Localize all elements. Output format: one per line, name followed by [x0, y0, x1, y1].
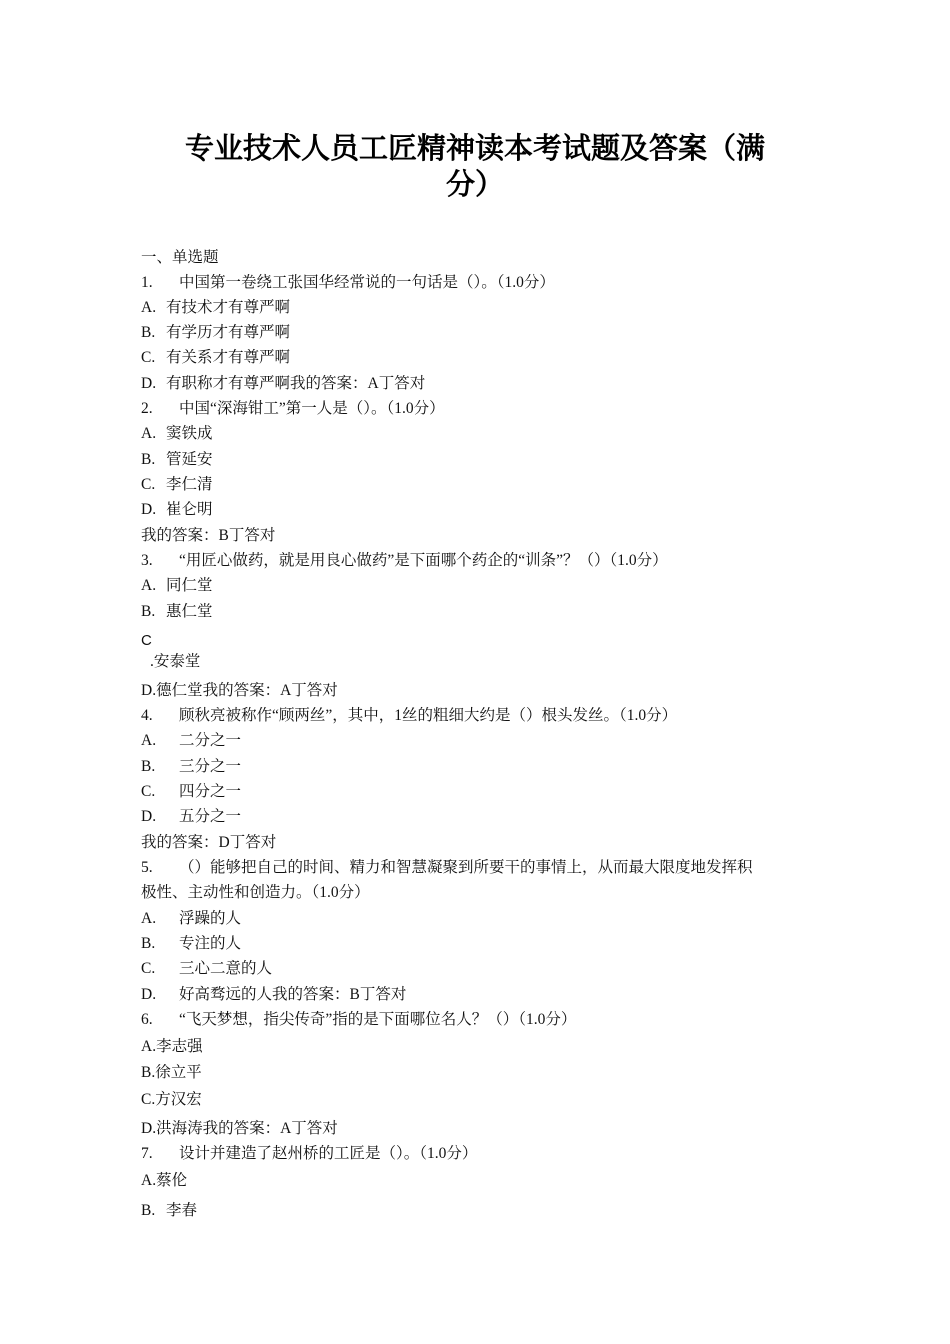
option-text: 李仁清: [166, 476, 213, 493]
option-text: 惠仁堂: [166, 603, 213, 620]
option-letter: A.: [141, 732, 157, 749]
option-letter: B.: [141, 451, 156, 468]
q5-option-b: [141, 934, 241, 954]
option-letter: B.: [141, 603, 156, 620]
question-number: 1.: [141, 274, 153, 291]
option-letter: A.: [141, 910, 157, 927]
option-letter: C.: [141, 476, 156, 493]
q3-option-b: [141, 602, 213, 622]
q4-option-d: [141, 807, 241, 827]
q1-option-a: [141, 298, 290, 318]
q3-option-d: D.德仁堂我的答案：A丁答对: [141, 682, 338, 699]
question-number: 3.: [141, 552, 153, 569]
title-line-2: 分）: [445, 167, 504, 201]
q3-option-c-letter: C: [141, 632, 152, 649]
option-text: 二分之一: [179, 732, 242, 749]
option-letter: C.: [141, 349, 156, 366]
q7-option-b: [141, 1201, 197, 1221]
q2-option-c: [141, 475, 213, 495]
option-text: 五分之一: [179, 808, 242, 825]
question-number: 6.: [141, 1011, 153, 1028]
question-text: 中国“深海钳工”第一人是（）。（1.0分）: [179, 400, 445, 417]
q4-answer: 我的答案：D丁答对: [141, 834, 277, 851]
option-letter: B.: [141, 1202, 156, 1219]
q3-option-a: [141, 576, 213, 596]
option-letter: D.: [141, 375, 157, 392]
question-5: [141, 858, 753, 878]
document-title: [100, 130, 850, 202]
q4-option-b: [141, 757, 241, 777]
question-text: （）能够把自己的时间、精力和智慧凝聚到所要干的事情上，从而最大限度地发挥积: [179, 859, 753, 876]
option-text: 浮躁的人: [179, 910, 242, 927]
question-number: 4.: [141, 707, 153, 724]
question-6: [141, 1010, 576, 1030]
q6-option-a: A.李志强: [141, 1038, 203, 1055]
q5-option-c: [141, 959, 272, 979]
option-letter: B.: [141, 935, 156, 952]
option-text: 四分之一: [179, 783, 242, 800]
question-number: 5.: [141, 859, 153, 876]
question-number: 2.: [141, 400, 153, 417]
question-4: [141, 706, 677, 726]
question-number: 7.: [141, 1145, 153, 1162]
option-text: 窦铁成: [166, 425, 213, 442]
option-letter: C.: [141, 960, 156, 977]
title-line-1: 专业技术人员工匠精神读本考试题及答案（满: [184, 131, 765, 165]
question-5-continued: 极性、主动性和创造力。（1.0分）: [141, 884, 370, 901]
option-text: 三分之一: [179, 758, 242, 775]
question-text: 中国第一卷绕工张国华经常说的一句话是（）。（1.0分）: [179, 274, 555, 291]
question-text: “飞天梦想，指尖传奇”指的是下面哪位名人？（）（1.0分）: [179, 1011, 577, 1028]
q2-option-b: [141, 450, 213, 470]
question-text: 顾秋亮被称作“顾两丝”，其中，1丝的粗细大约是（）根头发丝。（1.0分）: [179, 707, 678, 724]
option-text: 有关系才有尊严啊: [166, 349, 291, 366]
option-letter: D.: [141, 808, 157, 825]
question-2: [141, 399, 445, 419]
q6-option-b: B.徐立平: [141, 1064, 202, 1081]
q1-option-c: [141, 348, 290, 368]
option-text: 崔仑明: [166, 501, 213, 518]
option-letter: D.: [141, 501, 157, 518]
option-text: 好高骛远的人我的答案：B丁答对: [179, 986, 407, 1003]
q2-answer: 我的答案：B丁答对: [141, 527, 276, 544]
option-letter: A.: [141, 577, 157, 594]
option-text: 三心二意的人: [179, 960, 273, 977]
question-text: 设计并建造了赵州桥的工匠是（）。（1.0分）: [179, 1145, 478, 1162]
q3-option-c-text: .安泰堂: [150, 653, 201, 670]
option-text: 有学历才有尊严啊: [166, 324, 291, 341]
option-letter: B.: [141, 324, 156, 341]
q4-option-a: [141, 731, 241, 751]
q1-option-b: [141, 323, 290, 343]
option-letter: A.: [141, 425, 157, 442]
q2-option-a: [141, 424, 213, 444]
q1-option-d: [141, 374, 425, 394]
option-text: 同仁堂: [166, 577, 213, 594]
q5-option-a: [141, 909, 241, 929]
q5-option-d: [141, 985, 406, 1005]
section-heading: 一、单选题: [141, 249, 219, 266]
option-letter: B.: [141, 758, 156, 775]
option-letter: D.: [141, 986, 157, 1003]
option-text: 管延安: [166, 451, 213, 468]
question-3: [141, 551, 668, 571]
option-text: 有职称才有尊严啊我的答案：A丁答对: [166, 375, 426, 392]
question-text: “用匠心做药，就是用良心做药”是下面哪个药企的“训条”？（）（1.0分）: [179, 552, 668, 569]
option-text: 李春: [166, 1202, 198, 1219]
question-1: [141, 273, 555, 293]
option-text: 有技术才有尊严啊: [166, 299, 291, 316]
question-7: [141, 1144, 477, 1164]
q6-option-d: D.洪海涛我的答案：A丁答对: [141, 1120, 338, 1137]
option-letter: C.: [141, 783, 156, 800]
option-text: 专注的人: [179, 935, 242, 952]
q6-option-c: C.方汉宏: [141, 1091, 202, 1108]
option-letter: A.: [141, 299, 157, 316]
q7-option-a: A.蔡伦: [141, 1172, 188, 1189]
q2-option-d: [141, 500, 213, 520]
q4-option-c: [141, 782, 241, 802]
